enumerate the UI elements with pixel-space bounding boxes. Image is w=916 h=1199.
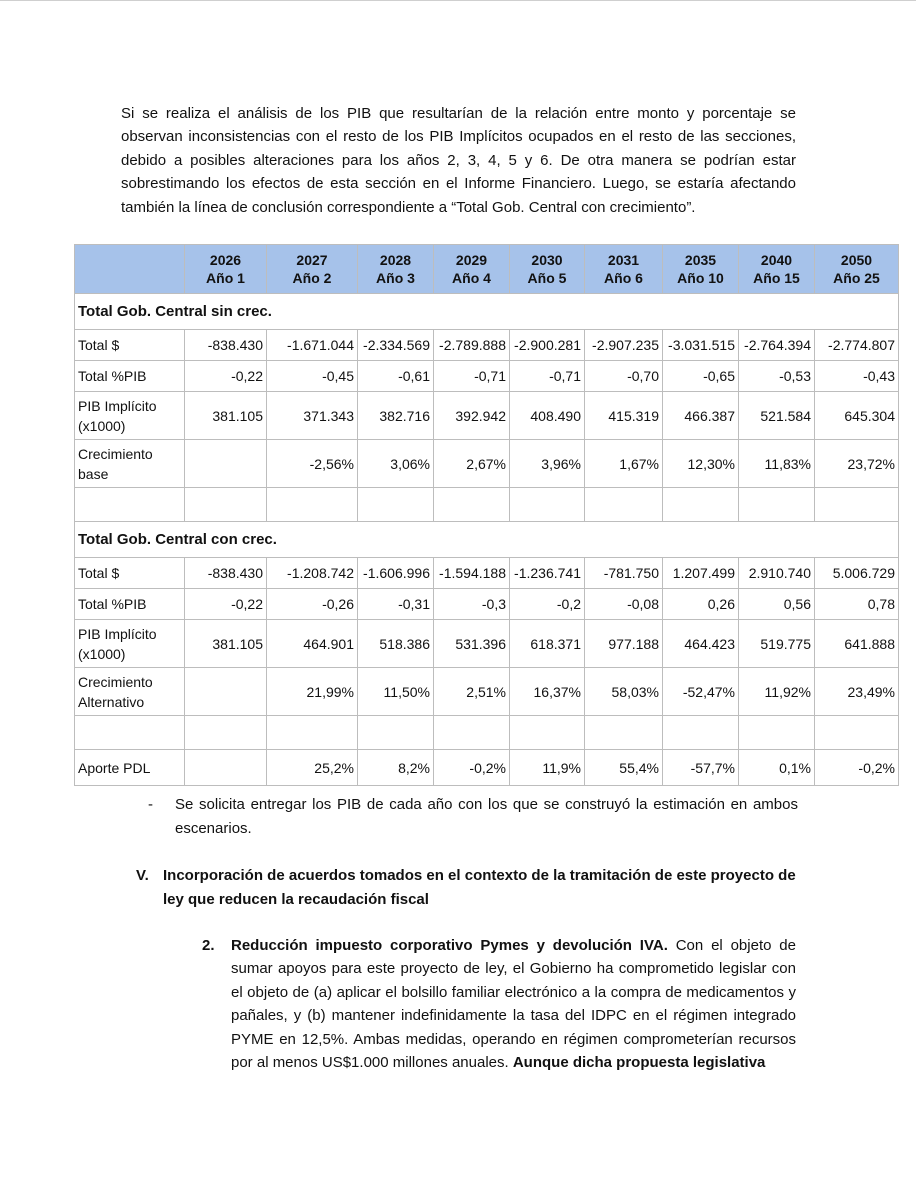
subsection-body: Con el objeto de sumar apoyos para este proyecto de ley, el Gobierno ha comprometido legislar con el objeto de (a) aplicar el bolsillo familiar electrónico a la compra de medicamentos y pañales, y (b) mantener indefinidamente la tasa del IDPC en el régimen integrado PYME en 12,5%. Ambas medidas, operando en régimen comprometerían recursos por al menos US$1.000 millones anuales.	[231, 937, 796, 1072]
header-cell: 2029 Año 4	[434, 245, 510, 294]
row-label: PIB Implícito (x1000)	[75, 392, 185, 440]
table-row	[75, 440, 899, 488]
table-cell: 518.386	[358, 620, 434, 668]
table-cell: 58,03%	[585, 668, 663, 716]
table-cell: -1.236.741	[510, 558, 585, 589]
table-row	[75, 750, 899, 786]
table-cell: 618.371	[510, 620, 585, 668]
pib-table	[74, 244, 899, 786]
section-heading	[136, 864, 798, 911]
table-cell	[663, 488, 739, 522]
table-cell: -838.430	[185, 558, 267, 589]
table-cell	[434, 488, 510, 522]
table-header-row	[75, 245, 899, 294]
section-heading-number: V.	[136, 867, 149, 884]
table-cell	[185, 750, 267, 786]
table-cell: 16,37%	[510, 668, 585, 716]
row-label: Total %PIB	[75, 589, 185, 620]
table-cell: -52,47%	[663, 668, 739, 716]
subsection-item	[202, 934, 796, 1074]
header-cell: 2028 Año 3	[358, 245, 434, 294]
table-cell: 2,67%	[434, 440, 510, 488]
table-cell: -0,61	[358, 361, 434, 392]
table-cell: -0,3	[434, 589, 510, 620]
bullet-marker: -	[148, 796, 153, 813]
header-cell: 2030 Año 5	[510, 245, 585, 294]
table-cell: 11,92%	[739, 668, 815, 716]
table-cell	[267, 488, 358, 522]
table-cell: -2.764.394	[739, 330, 815, 361]
table-cell: 12,30%	[663, 440, 739, 488]
header-cell: 2050 Año 25	[815, 245, 899, 294]
table-cell	[663, 716, 739, 750]
table-cell: 408.490	[510, 392, 585, 440]
bullet-text: Se solicita entregar los PIB de cada año con los que se construyó la estimación en ambos escenarios.	[175, 796, 798, 837]
table-cell: -2.334.569	[358, 330, 434, 361]
empty-row	[75, 716, 899, 750]
table-cell: -0,45	[267, 361, 358, 392]
table-cell: -3.031.515	[663, 330, 739, 361]
table-cell: 0,56	[739, 589, 815, 620]
subsection-bold-tail: Aunque dicha propuesta legislativa	[512, 1054, 766, 1072]
table-cell: -0,31	[358, 589, 434, 620]
subsection-number: 2.	[202, 937, 215, 954]
table-cell: -0,22	[185, 361, 267, 392]
table-cell: 645.304	[815, 392, 899, 440]
section-title-row	[75, 294, 899, 330]
table-cell	[815, 716, 899, 750]
table-cell: 531.396	[434, 620, 510, 668]
table-cell: -0,71	[510, 361, 585, 392]
row-label: Crecimiento base	[75, 440, 185, 488]
table-cell: -838.430	[185, 330, 267, 361]
table-cell	[185, 668, 267, 716]
header-cell: 2040 Año 15	[739, 245, 815, 294]
table-cell: 382.716	[358, 392, 434, 440]
table-row	[75, 392, 899, 440]
table-cell: 521.584	[739, 392, 815, 440]
table-cell: -2,56%	[267, 440, 358, 488]
table-cell: -57,7%	[663, 750, 739, 786]
table-cell: -0,2	[510, 589, 585, 620]
table-cell	[510, 716, 585, 750]
table-cell: 3,96%	[510, 440, 585, 488]
table-cell: 371.343	[267, 392, 358, 440]
table-cell: 1,67%	[585, 440, 663, 488]
table-cell: -0,70	[585, 361, 663, 392]
table-cell	[185, 716, 267, 750]
table-row	[75, 668, 899, 716]
table-cell: -0,65	[663, 361, 739, 392]
table-cell: 8,2%	[358, 750, 434, 786]
table-cell	[75, 716, 185, 750]
table-cell	[358, 488, 434, 522]
table-row	[75, 620, 899, 668]
table-cell	[739, 716, 815, 750]
header-cell: 2035 Año 10	[663, 245, 739, 294]
intro-paragraph: Si se realiza el análisis de los PIB que resultarían de la relación entre monto y porcentaje se observan inconsistencias con el resto de los PIB Implícitos ocupados en el resto de las secciones, debido a posibles alteraciones para los años 2, 3, 4, 5 y 6. De otra manera se podrían estar sobrestimando los efectos de esta sección en el Informe Financiero. Luego, se estaría afectando también la línea de conclusión correspondiente a “Total Gob. Central con crecimiento”.	[121, 105, 796, 216]
table-cell	[267, 716, 358, 750]
table-cell: -0,71	[434, 361, 510, 392]
subsection-bold-lead: Reducción impuesto corporativo Pymes y devolución IVA.	[231, 937, 668, 954]
table-cell	[75, 488, 185, 522]
table-cell: 415.319	[585, 392, 663, 440]
row-label: Total %PIB	[75, 361, 185, 392]
table-cell: -1.606.996	[358, 558, 434, 589]
table-cell	[739, 488, 815, 522]
table-cell: -2.774.807	[815, 330, 899, 361]
table-cell: 464.423	[663, 620, 739, 668]
table-cell: 55,4%	[585, 750, 663, 786]
table-cell: 0,26	[663, 589, 739, 620]
table-cell: -781.750	[585, 558, 663, 589]
subsection-text	[231, 934, 796, 1074]
section-title: Total Gob. Central sin crec.	[75, 294, 899, 330]
empty-row	[75, 488, 899, 522]
header-corner	[75, 245, 185, 294]
table-cell: -2.907.235	[585, 330, 663, 361]
table-cell: 0,1%	[739, 750, 815, 786]
table-cell: -0,26	[267, 589, 358, 620]
header-cell: 2031 Año 6	[585, 245, 663, 294]
page-top-border	[0, 0, 916, 1]
table-cell: 641.888	[815, 620, 899, 668]
table-cell	[585, 716, 663, 750]
row-label: Total $	[75, 558, 185, 589]
table-cell: 0,78	[815, 589, 899, 620]
table-cell: 23,49%	[815, 668, 899, 716]
table-cell: 3,06%	[358, 440, 434, 488]
table-cell: 466.387	[663, 392, 739, 440]
section-title: Total Gob. Central con crec.	[75, 522, 899, 558]
table-cell: 519.775	[739, 620, 815, 668]
table-cell: -0,2%	[815, 750, 899, 786]
table-cell: 2.910.740	[739, 558, 815, 589]
table-cell: -2.900.281	[510, 330, 585, 361]
table-cell	[358, 716, 434, 750]
table-cell: 25,2%	[267, 750, 358, 786]
table-cell	[434, 716, 510, 750]
row-label: PIB Implícito (x1000)	[75, 620, 185, 668]
table-cell: 1.207.499	[663, 558, 739, 589]
table-cell	[510, 488, 585, 522]
table-cell	[185, 440, 267, 488]
table-cell: 11,83%	[739, 440, 815, 488]
table-cell: 2,51%	[434, 668, 510, 716]
row-label: Total $	[75, 330, 185, 361]
table-cell: -1.671.044	[267, 330, 358, 361]
table-cell: 381.105	[185, 392, 267, 440]
table-cell	[815, 488, 899, 522]
section-heading-text: Incorporación de acuerdos tomados en el contexto de la tramitación de este proyecto de ley que reducen la recaudación fiscal	[163, 867, 796, 908]
table-cell: -1.208.742	[267, 558, 358, 589]
bullet-item	[148, 793, 798, 840]
section-title-row	[75, 522, 899, 558]
table-cell: -0,43	[815, 361, 899, 392]
table-cell: 381.105	[185, 620, 267, 668]
table-cell: 464.901	[267, 620, 358, 668]
table-cell: 11,50%	[358, 668, 434, 716]
table-cell: -0,2%	[434, 750, 510, 786]
header-cell: 2026 Año 1	[185, 245, 267, 294]
table-cell: -0,22	[185, 589, 267, 620]
table-cell: 5.006.729	[815, 558, 899, 589]
row-label: Crecimiento Alternativo	[75, 668, 185, 716]
table-cell	[185, 488, 267, 522]
table-cell: 21,99%	[267, 668, 358, 716]
table-cell: -0,53	[739, 361, 815, 392]
table-cell: -2.789.888	[434, 330, 510, 361]
table-row	[75, 361, 899, 392]
table-cell: 977.188	[585, 620, 663, 668]
row-label: Aporte PDL	[75, 750, 185, 786]
table-row	[75, 558, 899, 589]
table-row	[75, 589, 899, 620]
table-row	[75, 330, 899, 361]
table-cell	[585, 488, 663, 522]
table-cell: -0,08	[585, 589, 663, 620]
table-cell: 23,72%	[815, 440, 899, 488]
table-cell: -1.594.188	[434, 558, 510, 589]
table-cell: 392.942	[434, 392, 510, 440]
table-cell: 11,9%	[510, 750, 585, 786]
header-cell: 2027 Año 2	[267, 245, 358, 294]
